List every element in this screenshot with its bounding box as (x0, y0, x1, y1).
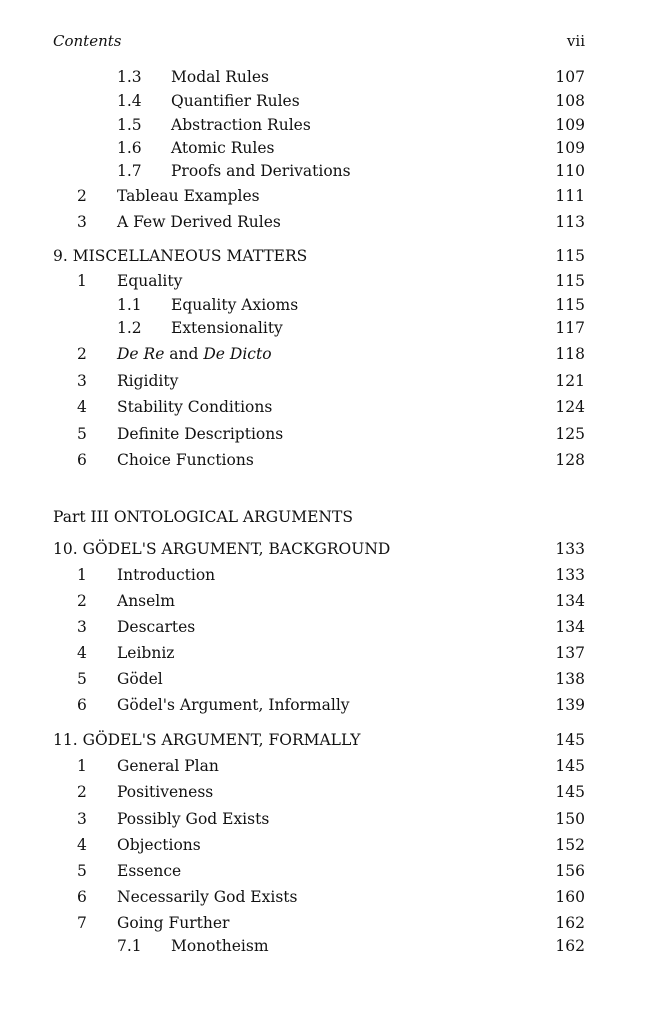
chapter-entry (0, 245, 645, 267)
entry-title: Equality (117, 272, 183, 290)
entry-title: Monotheism (171, 937, 269, 955)
toc-entry (0, 211, 645, 233)
entry-page-number: 117 (555, 319, 585, 337)
entry-title: A Few Derived Rules (117, 213, 281, 231)
entry-title: Quantifier Rules (171, 92, 300, 110)
entry-number: 1.4 (117, 92, 142, 110)
entry-number: 1.5 (117, 116, 142, 134)
entry-title: Rigidity (117, 372, 179, 390)
entry-page-number: 115 (555, 247, 585, 265)
running-header-page-number: vii (566, 32, 585, 50)
entry-page-number: 124 (555, 398, 585, 416)
toc-entry (0, 114, 645, 136)
entry-title: Extensionality (171, 319, 283, 337)
running-header-title: Contents (53, 32, 122, 50)
entry-number: 5 (77, 862, 87, 880)
entry-number: 2 (77, 783, 87, 801)
entry-number: 7 (77, 914, 87, 932)
entry-title: Going Further (117, 914, 230, 932)
entry-title: General Plan (117, 757, 219, 775)
toc-entry (0, 343, 645, 365)
toc-entry (0, 423, 645, 445)
toc-entry (0, 449, 645, 471)
toc-entry (0, 317, 645, 339)
toc-entry (0, 912, 645, 934)
entry-page-number: 145 (555, 731, 585, 749)
entry-number: 1.7 (117, 162, 142, 180)
entry-title: Proofs and Derivations (171, 162, 351, 180)
toc-entry (0, 396, 645, 418)
entry-title: Descartes (117, 618, 196, 636)
toc-entry (0, 294, 645, 316)
entry-page-number: 109 (555, 139, 585, 157)
entry-number: 3 (77, 213, 87, 231)
toc-entry (0, 370, 645, 392)
entry-page-number: 133 (555, 540, 585, 558)
toc-entry (0, 590, 645, 612)
entry-title: De Re and De Dicto (117, 345, 272, 363)
entry-page-number: 133 (555, 566, 585, 584)
entry-number: 1 (77, 272, 87, 290)
entry-number: 3 (77, 810, 87, 828)
entry-number: 1.1 (117, 296, 142, 314)
entry-title: Abstraction Rules (171, 116, 311, 134)
entry-page-number: 137 (555, 644, 585, 662)
toc-entry (0, 886, 645, 908)
toc-entry (0, 90, 645, 112)
entry-title: Objections (117, 836, 201, 854)
entry-number: 6 (77, 888, 87, 906)
entry-page-number: 156 (555, 862, 585, 880)
entry-number: 4 (77, 398, 87, 416)
entry-number: 1.3 (117, 68, 142, 86)
entry-title: Anselm (117, 592, 175, 610)
entry-page-number: 134 (555, 592, 585, 610)
entry-number: 2 (77, 345, 87, 363)
entry-number: 6 (77, 451, 87, 469)
entry-title: Necessarily God Exists (117, 888, 298, 906)
entry-title: 10. GÖDEL'S ARGUMENT, BACKGROUND (53, 540, 391, 558)
entry-page-number: 107 (555, 68, 585, 86)
entry-number: 3 (77, 372, 87, 390)
chapter-entry (0, 538, 645, 560)
entry-number: 1.2 (117, 319, 142, 337)
toc-entry (0, 564, 645, 586)
entry-page-number: 162 (555, 914, 585, 932)
entry-page-number: 145 (555, 783, 585, 801)
entry-title: Atomic Rules (171, 139, 275, 157)
entry-page-number: 150 (555, 810, 585, 828)
part-heading (0, 506, 645, 528)
entry-page-number: 110 (555, 162, 585, 180)
entry-title: Gödel (117, 670, 163, 688)
entry-number: 3 (77, 618, 87, 636)
toc-entry (0, 935, 645, 957)
toc-entry (0, 185, 645, 207)
entry-page-number: 152 (555, 836, 585, 854)
entry-title: Part III ONTOLOGICAL ARGUMENTS (53, 508, 353, 526)
entry-page-number: 125 (555, 425, 585, 443)
entry-page-number: 145 (555, 757, 585, 775)
entry-page-number: 121 (555, 372, 585, 390)
entry-title: Gödel's Argument, Informally (117, 696, 350, 714)
entry-number: 4 (77, 644, 87, 662)
entry-page-number: 113 (555, 213, 585, 231)
entry-page-number: 128 (555, 451, 585, 469)
entry-title: Essence (117, 862, 182, 880)
toc-entry (0, 616, 645, 638)
entry-page-number: 108 (555, 92, 585, 110)
entry-title: Modal Rules (171, 68, 269, 86)
entry-title: Positiveness (117, 783, 214, 801)
toc-entry (0, 781, 645, 803)
entry-number: 1.6 (117, 139, 142, 157)
toc-entry (0, 834, 645, 856)
entry-page-number: 134 (555, 618, 585, 636)
entry-number: 2 (77, 592, 87, 610)
toc-entry (0, 755, 645, 777)
entry-title: Tableau Examples (117, 187, 260, 205)
entry-number: 5 (77, 670, 87, 688)
entry-page-number: 162 (555, 937, 585, 955)
entry-number: 5 (77, 425, 87, 443)
entry-page-number: 139 (555, 696, 585, 714)
entry-page-number: 115 (555, 296, 585, 314)
toc-entry (0, 668, 645, 690)
entry-page-number: 109 (555, 116, 585, 134)
entry-page-number: 138 (555, 670, 585, 688)
entry-title: 11. GÖDEL'S ARGUMENT, FORMALLY (53, 731, 361, 749)
toc-entry (0, 808, 645, 830)
entry-page-number: 118 (555, 345, 585, 363)
toc-entry (0, 270, 645, 292)
entry-title: Equality Axioms (171, 296, 299, 314)
entry-number: 2 (77, 187, 87, 205)
entry-number: 6 (77, 696, 87, 714)
chapter-entry (0, 729, 645, 751)
entry-number: 1 (77, 566, 87, 584)
entry-title: Possibly God Exists (117, 810, 270, 828)
entry-number: 7.1 (117, 937, 142, 955)
entry-title: 9. MISCELLANEOUS MATTERS (53, 247, 308, 265)
toc-entry (0, 66, 645, 88)
entry-page-number: 111 (555, 187, 585, 205)
entry-title: Definite Descriptions (117, 425, 284, 443)
toc-entry (0, 694, 645, 716)
entry-number: 1 (77, 757, 87, 775)
toc-entry (0, 860, 645, 882)
entry-page-number: 115 (555, 272, 585, 290)
entry-number: 4 (77, 836, 87, 854)
entry-title: Leibniz (117, 644, 175, 662)
toc-entry (0, 137, 645, 159)
entry-title: Choice Functions (117, 451, 254, 469)
entry-title: Introduction (117, 566, 216, 584)
toc-entry (0, 160, 645, 182)
entry-page-number: 160 (555, 888, 585, 906)
toc-entry (0, 642, 645, 664)
entry-title: Stability Conditions (117, 398, 273, 416)
